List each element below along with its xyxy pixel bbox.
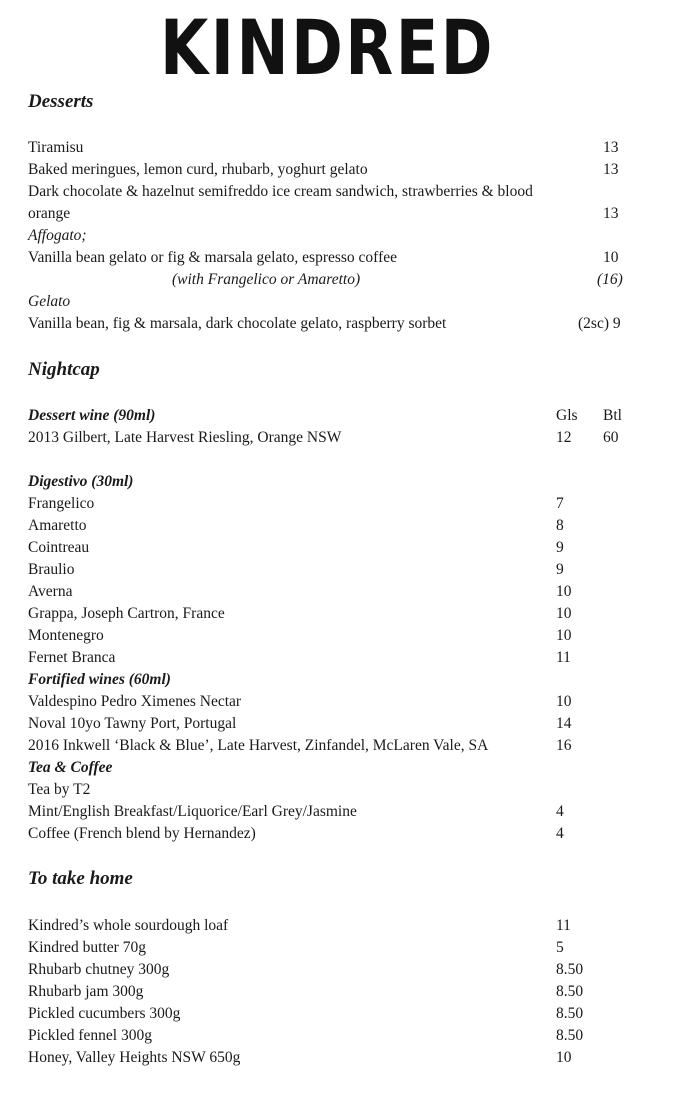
menu-item xyxy=(28,981,668,1003)
item-note: (with Frangelico or Amaretto) xyxy=(172,271,361,288)
menu-item xyxy=(28,537,668,559)
item-name: Pickled cucumbers 300g xyxy=(28,1005,181,1022)
item-name: Tiramisu xyxy=(28,139,84,156)
item-name: Kindred’s whole sourdough loaf xyxy=(28,917,229,934)
menu-item xyxy=(28,1047,668,1069)
menu-item xyxy=(28,603,668,625)
item-price: 8 xyxy=(556,517,564,534)
tea-coffee-heading: Tea & Coffee xyxy=(28,759,113,776)
menu-item xyxy=(28,625,668,647)
item-name: Grappa, Joseph Cartron, France xyxy=(28,605,225,622)
digestivo-header xyxy=(28,471,668,493)
item-price: 10 xyxy=(556,1049,572,1066)
item-price: 13 xyxy=(603,139,619,156)
item-name: Montenegro xyxy=(28,627,104,644)
item-price: 10 xyxy=(556,583,572,600)
desserts-heading: Desserts xyxy=(28,91,94,112)
item-name: Honey, Valley Heights NSW 650g xyxy=(28,1049,241,1066)
item-name: Coffee (French blend by Hernandez) xyxy=(28,825,256,842)
menu-item xyxy=(28,159,668,181)
item-name: Fernet Branca xyxy=(28,649,116,666)
tea-provider: Tea by T2 xyxy=(28,781,91,798)
item-name: Vanilla bean, fig & marsala, dark chocolate gelato, raspberry sorbet xyxy=(28,315,447,332)
affogato-label: Affogato; xyxy=(28,227,87,244)
item-price: 8.50 xyxy=(556,1027,584,1044)
menu-item xyxy=(28,735,668,757)
item-name: Pickled fennel 300g xyxy=(28,1027,152,1044)
digestivo-heading: Digestivo (30ml) xyxy=(28,473,134,490)
menu-item xyxy=(28,801,668,823)
fortified-heading: Fortified wines (60ml) xyxy=(28,671,171,688)
item-price: 5 xyxy=(556,939,564,956)
menu-item xyxy=(28,959,668,981)
take-home-heading: To take home xyxy=(28,868,133,889)
menu-item xyxy=(28,137,668,159)
item-price: 10 xyxy=(556,627,572,644)
item-price: 11 xyxy=(556,649,571,666)
item-price: 10 xyxy=(603,249,619,266)
glass-price: 12 xyxy=(556,429,572,446)
item-name: Valdespino Pedro Ximenes Nectar xyxy=(28,693,242,710)
menu-item xyxy=(28,713,668,735)
item-name: Kindred butter 70g xyxy=(28,939,146,956)
item-note-price: (16) xyxy=(597,271,623,288)
item-name: Vanilla bean gelato or fig & marsala gelato, espresso coffee xyxy=(28,249,397,266)
dessert-wine-header xyxy=(28,405,668,427)
item-price: 10 xyxy=(556,693,572,710)
item-price: 13 xyxy=(603,161,619,178)
glass-column-label: Gls xyxy=(556,407,578,424)
menu-item xyxy=(28,779,668,801)
menu-item xyxy=(28,823,668,845)
nightcap-heading: Nightcap xyxy=(28,359,100,380)
menu-item-note xyxy=(28,269,668,291)
item-name: Frangelico xyxy=(28,495,95,512)
item-price: 8.50 xyxy=(556,983,584,1000)
item-name: 2016 Inkwell ‘Black & Blue’, Late Harvest, Zinfandel, McLaren Vale, SA xyxy=(28,737,489,754)
item-name: Baked meringues, lemon curd, rhubarb, yoghurt gelato xyxy=(28,161,368,178)
item-name: Amaretto xyxy=(28,517,87,534)
menu-item xyxy=(28,515,668,537)
item-name: Braulio xyxy=(28,561,75,578)
dessert-wine-heading: Dessert wine (90ml) xyxy=(28,407,156,424)
item-name: Averna xyxy=(28,583,73,600)
menu-item xyxy=(28,427,668,449)
item-name: Rhubarb chutney 300g xyxy=(28,961,170,978)
fortified-header xyxy=(28,669,668,691)
item-name: Dark chocolate & hazelnut semifreddo ice cream sandwich, strawberries & blood xyxy=(28,183,533,200)
item-price: 14 xyxy=(556,715,572,732)
sub-label xyxy=(28,291,668,313)
menu-item xyxy=(28,647,668,669)
menu-item xyxy=(28,247,668,269)
item-price: 9 xyxy=(556,561,564,578)
item-name: Mint/English Breakfast/Liquorice/Earl Grey/Jasmine xyxy=(28,803,357,820)
menu-item xyxy=(28,581,668,603)
item-price: 13 xyxy=(603,205,619,222)
item-name: Noval 10yo Tawny Port, Portugal xyxy=(28,715,237,732)
brand-logo: KINDRED xyxy=(160,3,495,92)
menu-item xyxy=(28,691,668,713)
item-name: 2013 Gilbert, Late Harvest Riesling, Orange NSW xyxy=(28,429,342,446)
menu-item xyxy=(28,313,668,335)
item-price: 4 xyxy=(556,803,564,820)
item-price: 4 xyxy=(556,825,564,842)
menu-item xyxy=(28,181,668,203)
menu-item xyxy=(28,915,668,937)
item-price: (2sc) 9 xyxy=(578,315,621,332)
item-price: 11 xyxy=(556,917,571,934)
bottle-column-label: Btl xyxy=(603,407,622,424)
item-price: 16 xyxy=(556,737,572,754)
item-name: Cointreau xyxy=(28,539,90,556)
menu-item xyxy=(28,493,668,515)
menu-item xyxy=(28,559,668,581)
item-name-continued: orange xyxy=(28,205,71,222)
sub-label xyxy=(28,225,668,247)
item-name: Rhubarb jam 300g xyxy=(28,983,144,1000)
item-price: 10 xyxy=(556,605,572,622)
menu-item xyxy=(28,937,668,959)
menu-item xyxy=(28,1025,668,1047)
item-price: 8.50 xyxy=(556,1005,584,1022)
item-price: 8.50 xyxy=(556,961,584,978)
item-price: 7 xyxy=(556,495,564,512)
menu-item xyxy=(28,1003,668,1025)
gelato-label: Gelato xyxy=(28,293,71,310)
menu-item xyxy=(28,203,668,225)
tea-coffee-header xyxy=(28,757,668,779)
bottle-price: 60 xyxy=(603,429,619,446)
item-price: 9 xyxy=(556,539,564,556)
